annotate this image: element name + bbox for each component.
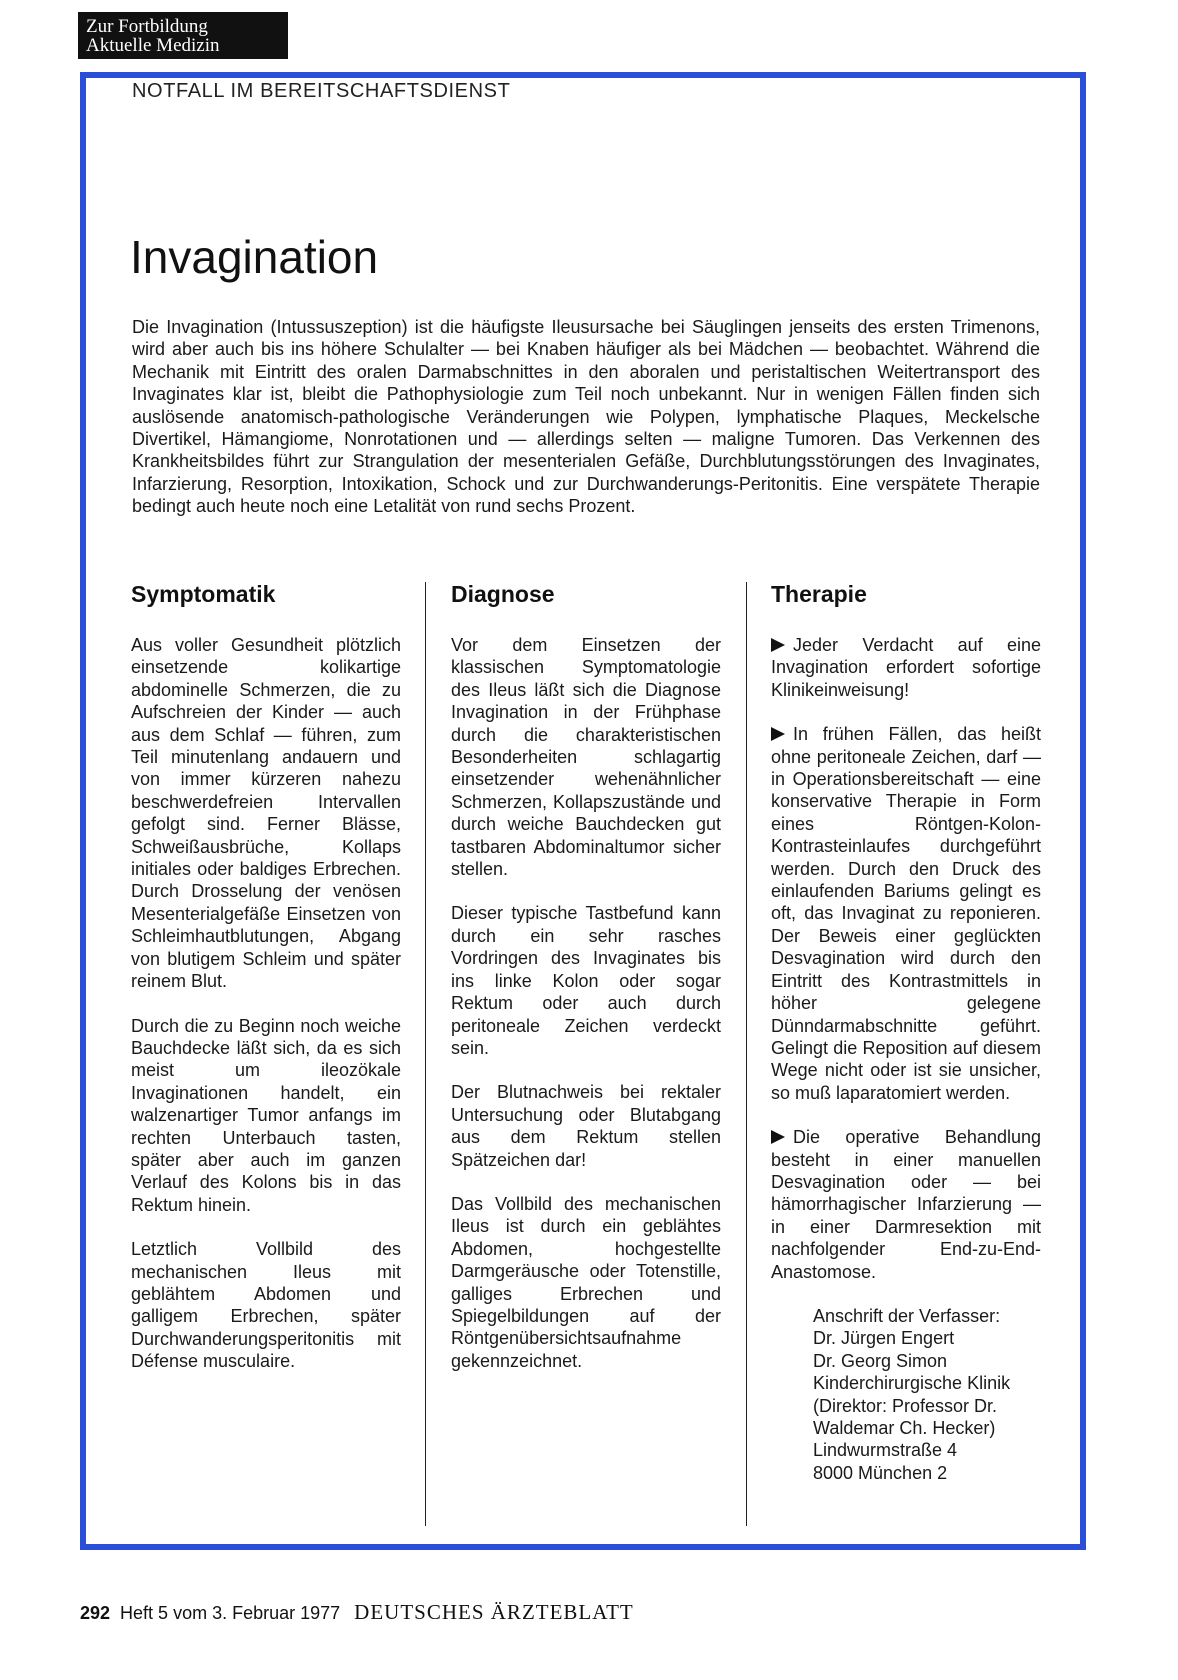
column-therapie	[771, 580, 1041, 1484]
bullet-triangle-icon	[771, 1130, 785, 1144]
address-line: (Direktor: Professor Dr.	[813, 1395, 998, 1416]
address-line: Waldemar Ch. Hecker)	[813, 1418, 996, 1438]
page-number: 292	[80, 1603, 111, 1623]
diagnose-paragraph-2: Dieser typische Tastbefund kann durch ein sehr rasches Vordringen des Invaginates bis ins linke Kolon oder sogar Rektum oder auch durch peritoneale Zeichen verdeckt sein.	[451, 903, 721, 1058]
symptomatik-paragraph-2: Durch die zu Beginn noch weiche Bauchdecke läßt sich, da es sich meist um ileozökale Invaginationen handelt, ein walzenartiger Tumor anfangs im rechten Unterbauch tasten, später aber auch im ganzen Verlauf des Kolons bis in das Rektum hinein.	[131, 1015, 401, 1215]
category-tag-line1: Zur Fortbildung	[86, 16, 208, 37]
address-line: Lindwurmstraße 4	[813, 1440, 958, 1461]
address-line: Dr. Jürgen Engert	[813, 1328, 955, 1349]
heading-diagnose: Diagnose	[451, 581, 555, 607]
therapie-paragraph-1-text: Jeder Verdacht auf eine Invagination erfordert sofortige Klinikeinweisung!	[771, 635, 1041, 700]
symptomatik-paragraph-3: Letztlich Vollbild des mechanischen Ileus mit geblähtem Abdomen und galligem Erbrechen, später Durchwanderungsperitonitis mit Défense musculaire.	[131, 1239, 401, 1372]
therapie-paragraph-3	[771, 1126, 1041, 1283]
symptomatik-paragraph-1: Aus voller Gesundheit plötzlich einsetzende kolikartige abdominelle Schmerzen, die zu Aufschreien der Kinder — auch aus dem Schlaf — führen, zum Teil minutenlang andauern und von immer kürzeren nahezu beschwerdefreien Intervallen gefolgt sind. Ferner Blässe, Schweißausbrüche, Kollaps initiales oder baldiges Erbrechen. Durch Drosselung der venösen Mesenterialgefäße Einsetzen von Schleimhautblutungen, Abgang von blutigem Schleim und später reinem Blut.	[131, 635, 401, 992]
category-tag-line2: Aktuelle Medizin	[86, 35, 220, 56]
diagnose-paragraph-1: Vor dem Einsetzen der klassischen Symptomatologie des Ileus läßt sich die Diagnose Invagination in der Frühphase durch die charakteristischen Besonderheiten schlagartig einsetzender wehenähnlicher Schmerzen, Kollapszustände und durch weiche Bauchdecken gut tastbaren Abdominaltumor sicher stellen.	[451, 635, 721, 880]
article-title: Invagination	[130, 231, 379, 283]
therapie-paragraph-2	[771, 723, 1041, 1104]
journal-name: DEUTSCHES ÄRZTEBLATT	[354, 1600, 634, 1624]
heading-symptomatik: Symptomatik	[131, 581, 276, 607]
page-footer	[80, 1600, 634, 1625]
diagnose-paragraph-3: Der Blutnachweis bei rektaler Untersuchung oder Blutabgang aus dem Rektum stellen Spätzeichen dar!	[451, 1082, 721, 1170]
therapie-paragraph-2-text: In frühen Fällen, das heißt ohne peritoneale Zeichen, darf — in Operationsbereitschaft — eine konservative Therapie in Form eines Röntgen-Kolon-Kontrasteinlaufes durchgeführt werden. Durch den Druck des einlaufenden Bariums gelingt es oft, das Invaginat zu reponieren. Der Beweis einer geglückten Desvagination wird durch den Eintritt des Kontrastmittels in höher gelegene Dünndarmabschnitte geführt. Gelingt die Reposition auf diesem Wege nicht oder ist sie unsicher, so muß laparatomiert werden.	[771, 724, 1041, 1103]
therapie-paragraph-3-text: Die operative Behandlung besteht in einer manuellen Desvagination oder — bei hämorrhagischer Infarzierung — in einer Darmresektion mit nachfolgender End-zu-End-Anastomose.	[771, 1127, 1041, 1282]
diagnose-paragraph-4: Das Vollbild des mechanischen Ileus ist durch ein geblähtes Abdomen, hochgestellte Darmgeräusche oder Totenstille, galliges Erbrechen und Spiegelbildungen auf der Röntgenübersichtsaufnahme gekennzeichnet.	[451, 1193, 721, 1371]
category-tag	[78, 12, 288, 59]
address-line: Kinderchirurgische Klinik	[813, 1373, 1011, 1394]
therapie-paragraph-1	[771, 634, 1041, 701]
column-symptomatik	[131, 580, 401, 1395]
column-diagnose	[451, 580, 721, 1394]
address-line: Anschrift der Verfasser:	[813, 1305, 1001, 1326]
intro-paragraph: Die Invagination (Intussuszeption) ist die häufigste Ileusursache bei Säuglingen jenseits des ersten Trimenons, wird aber auch bis ins höhere Schulalter — bei Knaben häufiger als bei Mädchen — beobachtet. Während die Mechanik mit Eintritt des oralen Darmabschnittes in den aboralen und peristaltischen Weitertransport des Invaginates klar ist, bleibt die Pathophysiologie zum Teil noch unbekannt. Nur in wenigen Fällen finden sich auslösende anatomisch-pathologische Veränderungen wie Polypen, lymphatische Plaques, Meckelsche Divertikel, Hämangiome, Nonrotationen und — allerdings selten — maligne Tumoren. Das Verkennen des Krankheitsbildes führt zur Strangulation der mesenterialen Gefäße, Durchblutungsstörungen des Invaginates, Infarzierung, Resorption, Intoxikation, Schock und zur Durchwanderungs-Peritonitis. Eine verspätete Therapie bedingt auch heute noch eine Letalität von rund sechs Prozent.	[132, 317, 1040, 517]
author-address	[813, 1305, 1041, 1484]
column-divider-1	[425, 582, 426, 1526]
column-divider-2	[746, 582, 747, 1526]
section-label: NOTFALL IM BEREITSCHAFTSDIENST	[132, 80, 511, 102]
bullet-triangle-icon	[771, 727, 785, 741]
address-line: Dr. Georg Simon	[813, 1350, 948, 1371]
issue-info: Heft 5 vom 3. Februar 1977	[120, 1603, 341, 1623]
bullet-triangle-icon	[771, 638, 785, 652]
address-line: 8000 München 2	[813, 1462, 948, 1483]
heading-therapie: Therapie	[771, 581, 867, 607]
